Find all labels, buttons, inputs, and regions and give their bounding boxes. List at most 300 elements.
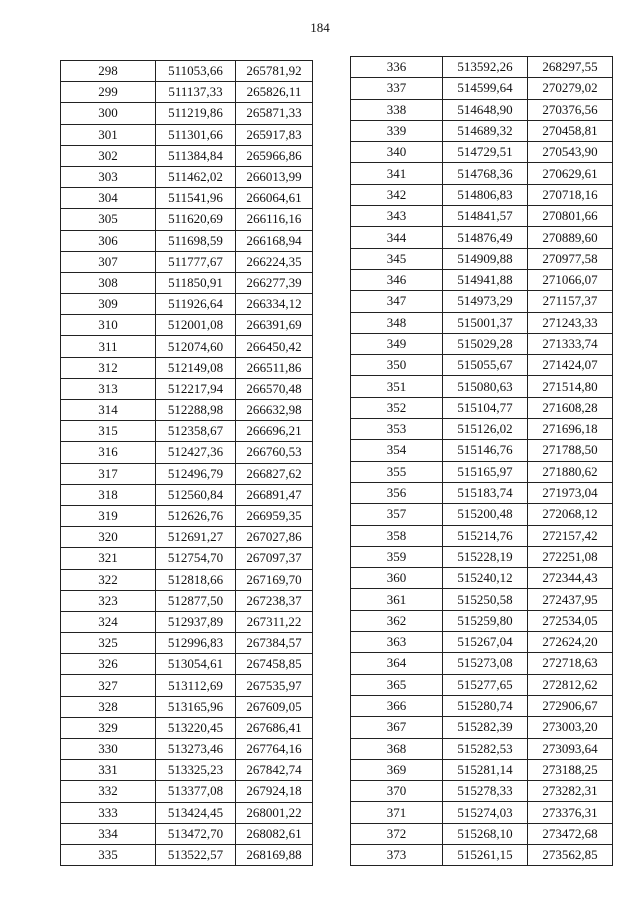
table-row <box>351 504 613 525</box>
point-number-cell: 335 <box>61 844 156 865</box>
table-row <box>351 355 613 376</box>
point-number-cell: 299 <box>61 82 156 103</box>
x-coordinate-cell: 515228,19 <box>443 546 528 567</box>
point-number-cell: 362 <box>351 610 443 631</box>
table-row <box>351 844 613 865</box>
y-coordinate-cell: 265871,33 <box>236 103 313 124</box>
x-coordinate-cell: 513054,61 <box>156 654 236 675</box>
table-row <box>61 717 313 738</box>
x-coordinate-cell: 511620,69 <box>156 209 236 230</box>
x-coordinate-cell: 513522,57 <box>156 844 236 865</box>
table-row <box>351 397 613 418</box>
x-coordinate-cell: 512877,50 <box>156 590 236 611</box>
x-coordinate-cell: 512691,27 <box>156 527 236 548</box>
point-number-cell: 310 <box>61 315 156 336</box>
table-row <box>61 590 313 611</box>
y-coordinate-cell: 266277,39 <box>236 272 313 293</box>
y-coordinate-cell: 267686,41 <box>236 717 313 738</box>
table-row <box>351 482 613 503</box>
y-coordinate-cell: 268169,88 <box>236 844 313 865</box>
y-coordinate-cell: 270458,81 <box>528 120 613 141</box>
x-coordinate-cell: 512818,66 <box>156 569 236 590</box>
x-coordinate-cell: 512560,84 <box>156 484 236 505</box>
y-coordinate-cell: 267311,22 <box>236 611 313 632</box>
y-coordinate-cell: 271066,07 <box>528 269 613 290</box>
y-coordinate-cell: 272624,20 <box>528 632 613 653</box>
y-coordinate-cell: 268001,22 <box>236 802 313 823</box>
table-row <box>351 546 613 567</box>
y-coordinate-cell: 267097,37 <box>236 548 313 569</box>
y-coordinate-cell: 272437,95 <box>528 589 613 610</box>
point-number-cell: 318 <box>61 484 156 505</box>
y-coordinate-cell: 267609,05 <box>236 696 313 717</box>
point-number-cell: 340 <box>351 142 443 163</box>
x-coordinate-cell: 515277,65 <box>443 674 528 695</box>
point-number-cell: 324 <box>61 611 156 632</box>
y-coordinate-cell: 271696,18 <box>528 419 613 440</box>
y-coordinate-cell: 271608,28 <box>528 397 613 418</box>
x-coordinate-cell: 515214,76 <box>443 525 528 546</box>
table-row <box>351 823 613 844</box>
table-row <box>61 230 313 251</box>
x-coordinate-cell: 514941,88 <box>443 269 528 290</box>
point-number-cell: 313 <box>61 378 156 399</box>
table-row <box>61 272 313 293</box>
point-number-cell: 368 <box>351 738 443 759</box>
table-row <box>351 525 613 546</box>
x-coordinate-cell: 515080,63 <box>443 376 528 397</box>
point-number-cell: 309 <box>61 294 156 315</box>
point-number-cell: 353 <box>351 419 443 440</box>
table-row <box>351 674 613 695</box>
point-number-cell: 311 <box>61 336 156 357</box>
y-coordinate-cell: 271880,62 <box>528 461 613 482</box>
point-number-cell: 301 <box>61 124 156 145</box>
x-coordinate-cell: 515200,48 <box>443 504 528 525</box>
x-coordinate-cell: 512754,70 <box>156 548 236 569</box>
table-row <box>61 463 313 484</box>
x-coordinate-cell: 511462,02 <box>156 166 236 187</box>
y-coordinate-cell: 273562,85 <box>528 844 613 865</box>
y-coordinate-cell: 273003,20 <box>528 717 613 738</box>
x-coordinate-cell: 514768,36 <box>443 163 528 184</box>
x-coordinate-cell: 515126,02 <box>443 419 528 440</box>
x-coordinate-cell: 515282,53 <box>443 738 528 759</box>
x-coordinate-cell: 515273,08 <box>443 653 528 674</box>
table-row <box>61 739 313 760</box>
table-row <box>61 781 313 802</box>
y-coordinate-cell: 272906,67 <box>528 695 613 716</box>
table-row <box>61 82 313 103</box>
point-number-cell: 314 <box>61 400 156 421</box>
y-coordinate-cell: 272251,08 <box>528 546 613 567</box>
x-coordinate-cell: 514973,29 <box>443 291 528 312</box>
point-number-cell: 364 <box>351 653 443 674</box>
point-number-cell: 327 <box>61 675 156 696</box>
point-number-cell: 369 <box>351 759 443 780</box>
y-coordinate-cell: 267238,37 <box>236 590 313 611</box>
table-row <box>351 120 613 141</box>
y-coordinate-cell: 266334,12 <box>236 294 313 315</box>
table-row <box>351 333 613 354</box>
point-number-cell: 345 <box>351 248 443 269</box>
point-number-cell: 330 <box>61 739 156 760</box>
y-coordinate-cell: 267384,57 <box>236 633 313 654</box>
y-coordinate-cell: 267169,70 <box>236 569 313 590</box>
table-row <box>351 589 613 610</box>
y-coordinate-cell: 266632,98 <box>236 400 313 421</box>
x-coordinate-cell: 512996,83 <box>156 633 236 654</box>
x-coordinate-cell: 515274,03 <box>443 802 528 823</box>
table-row <box>351 142 613 163</box>
table-row <box>61 378 313 399</box>
point-number-cell: 306 <box>61 230 156 251</box>
x-coordinate-cell: 512149,08 <box>156 357 236 378</box>
y-coordinate-cell: 266064,61 <box>236 188 313 209</box>
x-coordinate-cell: 514806,83 <box>443 184 528 205</box>
table-row <box>351 653 613 674</box>
y-coordinate-cell: 266570,48 <box>236 378 313 399</box>
y-coordinate-cell: 271243,33 <box>528 312 613 333</box>
x-coordinate-cell: 511219,86 <box>156 103 236 124</box>
x-coordinate-cell: 513273,46 <box>156 739 236 760</box>
point-number-cell: 312 <box>61 357 156 378</box>
x-coordinate-cell: 512937,89 <box>156 611 236 632</box>
point-number-cell: 326 <box>61 654 156 675</box>
point-number-cell: 361 <box>351 589 443 610</box>
x-coordinate-cell: 513112,69 <box>156 675 236 696</box>
point-number-cell: 365 <box>351 674 443 695</box>
x-coordinate-cell: 514599,64 <box>443 78 528 99</box>
x-coordinate-cell: 512217,94 <box>156 378 236 399</box>
y-coordinate-cell: 266511,86 <box>236 357 313 378</box>
y-coordinate-cell: 270543,90 <box>528 142 613 163</box>
x-coordinate-cell: 515267,04 <box>443 632 528 653</box>
table-row <box>61 760 313 781</box>
point-number-cell: 356 <box>351 482 443 503</box>
table-row <box>351 632 613 653</box>
point-number-cell: 373 <box>351 844 443 865</box>
y-coordinate-cell: 273093,64 <box>528 738 613 759</box>
x-coordinate-cell: 515259,80 <box>443 610 528 631</box>
x-coordinate-cell: 513220,45 <box>156 717 236 738</box>
x-coordinate-cell: 512074,60 <box>156 336 236 357</box>
x-coordinate-cell: 511384,84 <box>156 145 236 166</box>
y-coordinate-cell: 273472,68 <box>528 823 613 844</box>
table-row <box>61 124 313 145</box>
x-coordinate-cell: 511698,59 <box>156 230 236 251</box>
x-coordinate-cell: 512001,08 <box>156 315 236 336</box>
table-row <box>61 188 313 209</box>
point-number-cell: 348 <box>351 312 443 333</box>
point-number-cell: 316 <box>61 442 156 463</box>
y-coordinate-cell: 267924,18 <box>236 781 313 802</box>
y-coordinate-cell: 271788,50 <box>528 440 613 461</box>
point-number-cell: 322 <box>61 569 156 590</box>
y-coordinate-cell: 273282,31 <box>528 781 613 802</box>
table-row <box>351 419 613 440</box>
x-coordinate-cell: 515001,37 <box>443 312 528 333</box>
x-coordinate-cell: 514909,88 <box>443 248 528 269</box>
point-number-cell: 360 <box>351 568 443 589</box>
point-number-cell: 321 <box>61 548 156 569</box>
table-row <box>351 206 613 227</box>
x-coordinate-cell: 511541,96 <box>156 188 236 209</box>
table-row <box>351 376 613 397</box>
y-coordinate-cell: 273188,25 <box>528 759 613 780</box>
y-coordinate-cell: 270801,66 <box>528 206 613 227</box>
y-coordinate-cell: 266391,69 <box>236 315 313 336</box>
point-number-cell: 343 <box>351 206 443 227</box>
table-row <box>351 184 613 205</box>
point-number-cell: 346 <box>351 269 443 290</box>
point-number-cell: 332 <box>61 781 156 802</box>
table-row <box>351 759 613 780</box>
table-row <box>61 654 313 675</box>
y-coordinate-cell: 267535,97 <box>236 675 313 696</box>
point-number-cell: 328 <box>61 696 156 717</box>
y-coordinate-cell: 266450,42 <box>236 336 313 357</box>
x-coordinate-cell: 513377,08 <box>156 781 236 802</box>
table-row <box>351 291 613 312</box>
table-row <box>351 78 613 99</box>
point-number-cell: 349 <box>351 333 443 354</box>
table-row <box>61 633 313 654</box>
x-coordinate-cell: 515281,14 <box>443 759 528 780</box>
point-number-cell: 320 <box>61 527 156 548</box>
point-number-cell: 363 <box>351 632 443 653</box>
y-coordinate-cell: 265966,86 <box>236 145 313 166</box>
x-coordinate-cell: 511301,66 <box>156 124 236 145</box>
table-row <box>61 802 313 823</box>
point-number-cell: 334 <box>61 823 156 844</box>
table-row <box>351 227 613 248</box>
x-coordinate-cell: 515280,74 <box>443 695 528 716</box>
x-coordinate-cell: 515055,67 <box>443 355 528 376</box>
x-coordinate-cell: 514841,57 <box>443 206 528 227</box>
y-coordinate-cell: 267764,16 <box>236 739 313 760</box>
point-number-cell: 337 <box>351 78 443 99</box>
x-coordinate-cell: 515104,77 <box>443 397 528 418</box>
table-row <box>61 103 313 124</box>
table-row <box>61 527 313 548</box>
table-row <box>351 695 613 716</box>
point-number-cell: 344 <box>351 227 443 248</box>
y-coordinate-cell: 267027,86 <box>236 527 313 548</box>
x-coordinate-cell: 514876,49 <box>443 227 528 248</box>
x-coordinate-cell: 512427,36 <box>156 442 236 463</box>
point-number-cell: 317 <box>61 463 156 484</box>
table-row <box>61 505 313 526</box>
y-coordinate-cell: 266891,47 <box>236 484 313 505</box>
y-coordinate-cell: 266696,21 <box>236 421 313 442</box>
y-coordinate-cell: 265826,11 <box>236 82 313 103</box>
table-row <box>61 823 313 844</box>
table-row <box>351 163 613 184</box>
y-coordinate-cell: 272344,43 <box>528 568 613 589</box>
table-row <box>351 610 613 631</box>
y-coordinate-cell: 267842,74 <box>236 760 313 781</box>
point-number-cell: 307 <box>61 251 156 272</box>
point-number-cell: 342 <box>351 184 443 205</box>
x-coordinate-cell: 513472,70 <box>156 823 236 844</box>
x-coordinate-cell: 515261,15 <box>443 844 528 865</box>
point-number-cell: 336 <box>351 57 443 78</box>
table-row <box>351 269 613 290</box>
table-row <box>351 738 613 759</box>
y-coordinate-cell: 265917,83 <box>236 124 313 145</box>
point-number-cell: 304 <box>61 188 156 209</box>
y-coordinate-cell: 271973,04 <box>528 482 613 503</box>
table-row <box>61 675 313 696</box>
point-number-cell: 341 <box>351 163 443 184</box>
y-coordinate-cell: 270376,56 <box>528 99 613 120</box>
y-coordinate-cell: 272157,42 <box>528 525 613 546</box>
point-number-cell: 308 <box>61 272 156 293</box>
y-coordinate-cell: 273376,31 <box>528 802 613 823</box>
y-coordinate-cell: 266116,16 <box>236 209 313 230</box>
x-coordinate-cell: 511926,64 <box>156 294 236 315</box>
x-coordinate-cell: 515165,97 <box>443 461 528 482</box>
table-row <box>61 209 313 230</box>
table-row <box>61 357 313 378</box>
x-coordinate-cell: 514648,90 <box>443 99 528 120</box>
y-coordinate-cell: 268082,61 <box>236 823 313 844</box>
point-number-cell: 305 <box>61 209 156 230</box>
y-coordinate-cell: 270977,58 <box>528 248 613 269</box>
point-number-cell: 354 <box>351 440 443 461</box>
point-number-cell: 331 <box>61 760 156 781</box>
x-coordinate-cell: 513325,23 <box>156 760 236 781</box>
x-coordinate-cell: 512626,76 <box>156 505 236 526</box>
table-row <box>351 781 613 802</box>
table-row <box>61 145 313 166</box>
y-coordinate-cell: 271157,37 <box>528 291 613 312</box>
y-coordinate-cell: 266760,53 <box>236 442 313 463</box>
point-number-cell: 355 <box>351 461 443 482</box>
coordinates-table-left <box>60 60 313 866</box>
x-coordinate-cell: 511053,66 <box>156 61 236 82</box>
point-number-cell: 370 <box>351 781 443 802</box>
point-number-cell: 367 <box>351 717 443 738</box>
x-coordinate-cell: 512288,98 <box>156 400 236 421</box>
x-coordinate-cell: 515282,39 <box>443 717 528 738</box>
point-number-cell: 303 <box>61 166 156 187</box>
y-coordinate-cell: 270279,02 <box>528 78 613 99</box>
x-coordinate-cell: 511777,67 <box>156 251 236 272</box>
x-coordinate-cell: 513592,26 <box>443 57 528 78</box>
x-coordinate-cell: 514729,51 <box>443 142 528 163</box>
y-coordinate-cell: 271424,07 <box>528 355 613 376</box>
y-coordinate-cell: 270889,60 <box>528 227 613 248</box>
point-number-cell: 329 <box>61 717 156 738</box>
point-number-cell: 366 <box>351 695 443 716</box>
y-coordinate-cell: 265781,92 <box>236 61 313 82</box>
table-row <box>61 294 313 315</box>
x-coordinate-cell: 511137,33 <box>156 82 236 103</box>
y-coordinate-cell: 266827,62 <box>236 463 313 484</box>
table-row <box>61 400 313 421</box>
point-number-cell: 358 <box>351 525 443 546</box>
table-row <box>351 312 613 333</box>
y-coordinate-cell: 271333,74 <box>528 333 613 354</box>
point-number-cell: 315 <box>61 421 156 442</box>
point-number-cell: 372 <box>351 823 443 844</box>
table-row <box>61 442 313 463</box>
x-coordinate-cell: 513165,96 <box>156 696 236 717</box>
table-row <box>61 336 313 357</box>
table-row <box>351 568 613 589</box>
point-number-cell: 351 <box>351 376 443 397</box>
x-coordinate-cell: 515268,10 <box>443 823 528 844</box>
table-row <box>61 421 313 442</box>
table-row <box>351 461 613 482</box>
point-number-cell: 298 <box>61 61 156 82</box>
y-coordinate-cell: 266224,35 <box>236 251 313 272</box>
point-number-cell: 359 <box>351 546 443 567</box>
table-row <box>61 844 313 865</box>
page-number: 184 <box>310 20 330 35</box>
y-coordinate-cell: 272718,63 <box>528 653 613 674</box>
y-coordinate-cell: 266959,35 <box>236 505 313 526</box>
x-coordinate-cell: 513424,45 <box>156 802 236 823</box>
point-number-cell: 302 <box>61 145 156 166</box>
x-coordinate-cell: 515029,28 <box>443 333 528 354</box>
coordinates-table-right <box>350 56 613 866</box>
table-row <box>351 248 613 269</box>
x-coordinate-cell: 514689,32 <box>443 120 528 141</box>
y-coordinate-cell: 266168,94 <box>236 230 313 251</box>
point-number-cell: 347 <box>351 291 443 312</box>
table-row <box>351 57 613 78</box>
point-number-cell: 339 <box>351 120 443 141</box>
table-row <box>61 166 313 187</box>
y-coordinate-cell: 267458,85 <box>236 654 313 675</box>
x-coordinate-cell: 515183,74 <box>443 482 528 503</box>
x-coordinate-cell: 515250,58 <box>443 589 528 610</box>
table-row <box>351 717 613 738</box>
y-coordinate-cell: 266013,99 <box>236 166 313 187</box>
point-number-cell: 350 <box>351 355 443 376</box>
y-coordinate-cell: 268297,55 <box>528 57 613 78</box>
point-number-cell: 333 <box>61 802 156 823</box>
table-row <box>61 611 313 632</box>
point-number-cell: 338 <box>351 99 443 120</box>
table-row <box>351 440 613 461</box>
point-number-cell: 357 <box>351 504 443 525</box>
table-row <box>61 569 313 590</box>
point-number-cell: 325 <box>61 633 156 654</box>
x-coordinate-cell: 511850,91 <box>156 272 236 293</box>
table-row <box>61 484 313 505</box>
point-number-cell: 319 <box>61 505 156 526</box>
y-coordinate-cell: 270718,16 <box>528 184 613 205</box>
x-coordinate-cell: 515240,12 <box>443 568 528 589</box>
point-number-cell: 323 <box>61 590 156 611</box>
y-coordinate-cell: 272812,62 <box>528 674 613 695</box>
table-row <box>61 696 313 717</box>
x-coordinate-cell: 515278,33 <box>443 781 528 802</box>
y-coordinate-cell: 271514,80 <box>528 376 613 397</box>
y-coordinate-cell: 272068,12 <box>528 504 613 525</box>
table-row <box>61 548 313 569</box>
point-number-cell: 352 <box>351 397 443 418</box>
x-coordinate-cell: 512496,79 <box>156 463 236 484</box>
table-row <box>351 802 613 823</box>
x-coordinate-cell: 515146,76 <box>443 440 528 461</box>
table-row <box>61 61 313 82</box>
y-coordinate-cell: 270629,61 <box>528 163 613 184</box>
